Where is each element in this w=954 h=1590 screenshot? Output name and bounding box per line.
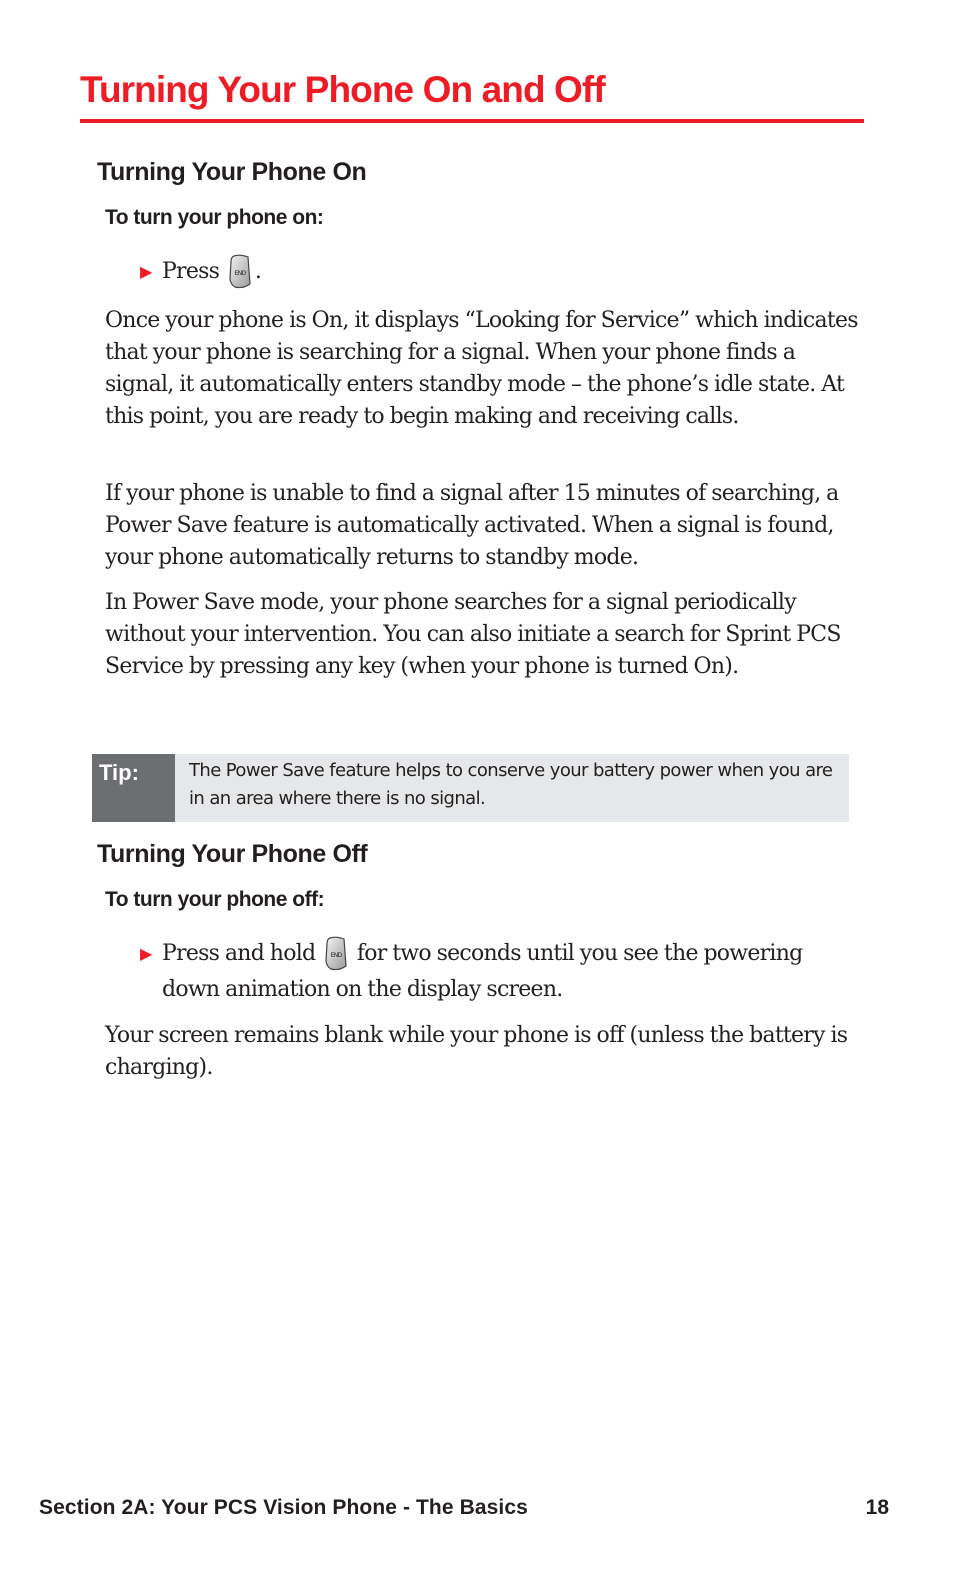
procedure-label-off: To turn your phone off:: [105, 888, 325, 911]
step-text-before: Press and hold: [162, 941, 316, 966]
tip-label: Tip:: [92, 754, 175, 822]
section-heading-on: Turning Your Phone On: [97, 158, 367, 186]
step-press-hold-off: [140, 936, 860, 1008]
end-key-label: END: [234, 270, 246, 277]
tip-box: [92, 754, 849, 822]
paragraph-2: If your phone is unable to find a signal after 15 minutes of searching, a Power Save feature is automatically activated. When a signal is found, your phone automatically returns to standby mode.: [105, 481, 839, 570]
paragraph-3: In Power Save mode, your phone searches for a signal periodically without your intervention. You can also initiate a search for Sprint PCS Service by pressing any key (when your phone is turned On).: [105, 590, 841, 679]
section-heading-off: Turning Your Phone Off: [97, 840, 368, 868]
paragraph-off: Your screen remains blank while your phone is off (unless the battery is charging).: [105, 1023, 848, 1080]
bullet-arrow-icon: ▶: [140, 944, 152, 963]
end-key-label: END: [330, 952, 342, 959]
step-text-after: for two seconds until you see the powering: [356, 941, 803, 966]
step-press-on: [140, 254, 860, 290]
page-number: 18: [865, 1496, 889, 1519]
procedure-label-on: To turn your phone on:: [105, 206, 324, 229]
paragraph-1: Once your phone is On, it displays “Looking for Service” which indicates that your phone is searching for a signal. When your phone finds a signal, it automatically enters standby mode – the phone’s idle state. At this point, you are ready to begin making and receiving calls.: [105, 308, 858, 429]
page-title: Turning Your Phone On and Off: [80, 69, 605, 110]
end-key-icon: [323, 936, 349, 972]
end-key-icon: [227, 254, 253, 290]
tip-text: The Power Save feature helps to conserve your battery power when you are in an area where there is no signal.: [189, 760, 833, 809]
footer-section: Section 2A: Your PCS Vision Phone - The Basics: [39, 1496, 528, 1519]
step-text-cont: down animation on the display screen.: [162, 977, 563, 1002]
step-text-before: Press: [162, 259, 220, 284]
title-rule: [80, 119, 864, 123]
bullet-arrow-icon: ▶: [140, 262, 152, 281]
step-text-after: .: [254, 259, 262, 284]
